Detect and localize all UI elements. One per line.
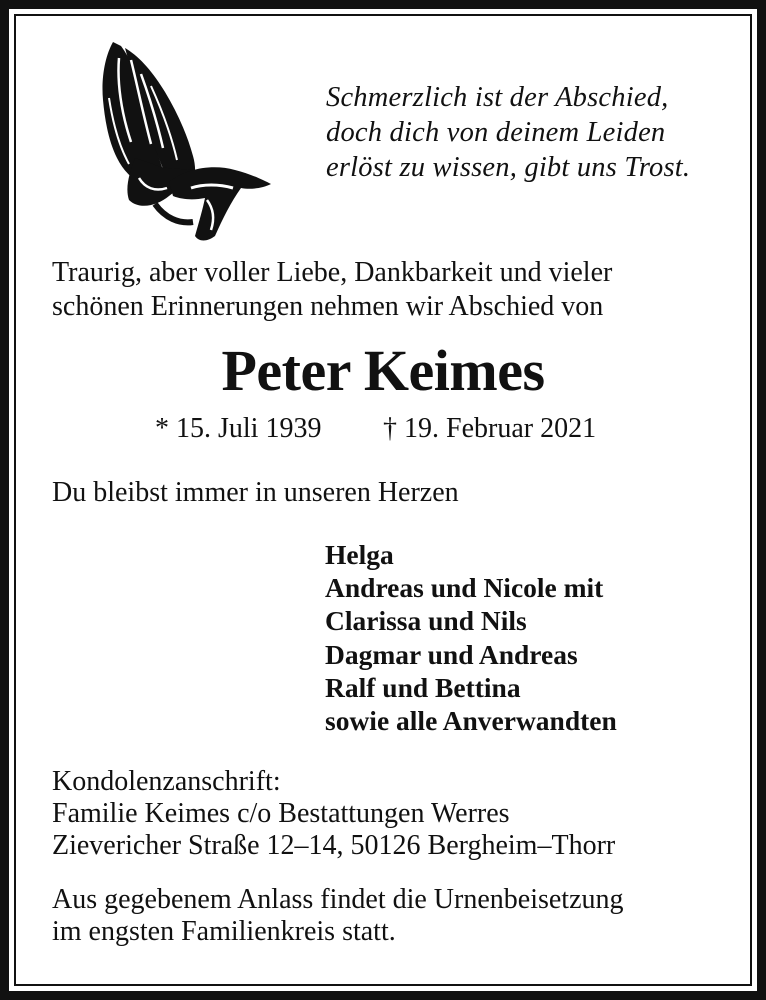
mourner-entry: Clarissa und Nils [325, 605, 527, 637]
condolence-line: Zievericher Straße 12–14, 50126 Bergheim–Thorr [52, 830, 616, 861]
notice-line: Aus gegebenem Anlass findet die Urnenbeisetzung [52, 884, 624, 915]
intro-line: Traurig, aber voller Liebe, Dankbarkeit und vieler [52, 257, 613, 288]
memorial-line: Du bleibst immer in unseren Herzen [52, 477, 459, 508]
condolence-heading: Kondolenzanschrift: [52, 766, 281, 797]
condolence-address [52, 766, 732, 862]
mourner-entry: Andreas und Nicole mit [325, 572, 604, 604]
condolence-line: Familie Keimes c/o Bestattungen Werres [52, 798, 510, 829]
motto-line: doch dich von deinem Leiden [326, 117, 666, 148]
mourner-entry: Ralf und Bettina [325, 671, 521, 703]
burial-notice [52, 884, 732, 948]
mourner-entry: Helga [325, 539, 394, 570]
death-date: † 19. Februar 2021 [383, 413, 597, 444]
mourner-entry: Dagmar und Andreas [325, 638, 578, 670]
intro-line: schönen Erinnerungen nehmen wir Abschied von [52, 291, 604, 322]
praying-hands-icon [95, 38, 275, 248]
motto-line: Schmerzlich ist der Abschied, [326, 82, 669, 113]
motto-line: erlöst zu wissen, gibt uns Trost. [326, 152, 691, 183]
deceased-name: Peter Keimes [221, 338, 545, 403]
intro-text [52, 256, 732, 324]
mourner-entry: sowie alle Anverwandten [325, 705, 617, 737]
notice-line: im engsten Familienkreis statt. [52, 916, 396, 947]
mourners-list [325, 538, 745, 737]
birth-date: * 15. Juli 1939 [155, 413, 322, 444]
motto-verse [326, 80, 746, 185]
